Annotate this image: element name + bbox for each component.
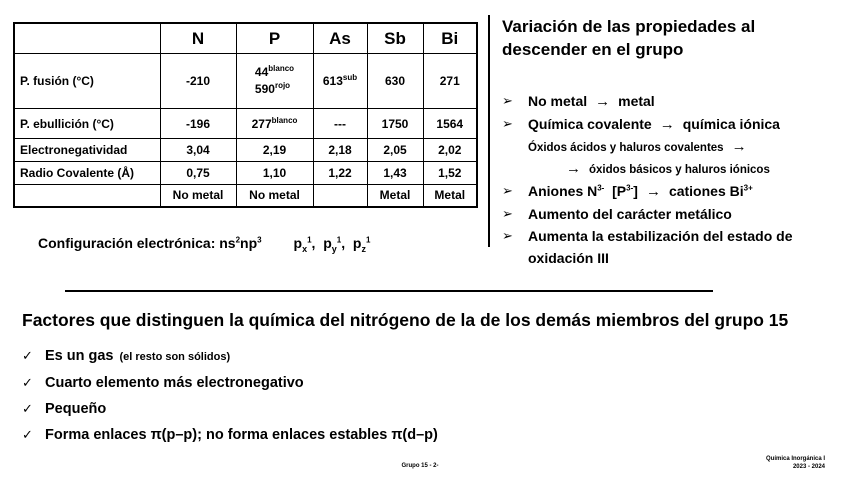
variation-list [502,90,842,269]
pz-sub: z [361,243,366,254]
cell-value: 44 [254,65,269,79]
item-note: (el resto son sólidos) [119,351,231,363]
comma: , [311,235,316,251]
arrow-bullet-icon: ➢ [502,183,513,198]
px-text: p [293,235,303,251]
right-arrow-icon: → [731,138,747,155]
cell-superscript: blanco [271,115,298,125]
table-cell: 271 [423,54,477,109]
nitrogen-factors-list [22,343,438,448]
table-cell: --- [313,109,367,139]
row-melting-point [14,54,477,109]
item-text: Aumenta la estabilización del estado de [528,228,793,244]
footer-course-label [740,455,825,471]
table-cell [313,185,367,207]
cell-superscript: sub [342,73,358,82]
item-text: cationes Bi [668,183,744,199]
arrow-bullet-icon: ➢ [502,228,513,243]
table-cell: 1564 [423,109,477,139]
title-line: Variación de las propiedades al [502,17,756,36]
px-sup: 1 [307,235,312,245]
table-cell: 2,19 [236,139,313,162]
list-item [22,396,438,422]
item-text: [P [612,183,627,199]
horizontal-divider [65,290,713,292]
table-cell: Metal [367,185,423,207]
footer-line: 2023 - 2024 [792,464,825,470]
arrow-bullet-icon: ➢ [502,116,513,131]
table-cell: 3,04 [160,139,236,162]
pz-text: p [352,235,362,251]
list-item [502,203,842,225]
item-text: óxidos básicos y haluros iónicos [589,164,770,176]
py-sup: 1 [336,235,342,245]
arrow-bullet-icon: ➢ [502,93,513,108]
ns-sup: 2 [235,235,241,245]
table-cell: 1,52 [423,162,477,185]
table-cell: 1750 [367,109,423,139]
table-cell: 0,75 [160,162,236,185]
footer-page-label: Grupo 15 - 2- [401,463,439,469]
item-text: oxidación III [528,250,609,266]
table-cell: -210 [160,54,236,109]
pz-sup: 1 [365,235,371,245]
list-item [502,225,842,269]
charge-sup: 3- [626,183,634,193]
comma: , [341,235,346,251]
row-metallic-character [14,185,477,207]
row-label: Electronegatividad [14,139,160,162]
ns-text: ns [219,235,236,251]
table-cell: 1,10 [236,162,313,185]
item-text: Química covalente [528,116,652,132]
item-text: No metal [528,93,588,109]
footer-line: Química Inorgánica I [765,456,825,462]
nitrogen-factors-title: Factores que distinguen la química del nitrógeno de la de los demás miembros del grupo 15 [22,310,789,330]
item-text: ] [633,183,638,199]
py-text: p [323,235,332,251]
table-cell: 1,22 [313,162,367,185]
arrow-bullet-icon: ➢ [502,206,513,221]
table-cell: -196 [160,109,236,139]
cell-superscript: rojo [274,81,291,90]
table-cell: No metal [160,185,236,207]
item-text: Aniones N [528,183,598,199]
table-cell: 2,05 [367,139,423,162]
header-cell-bi: Bi [423,23,477,54]
check-icon: ✓ [22,427,33,442]
header-cell-sb: Sb [367,23,423,54]
table-cell [313,54,367,109]
header-cell-p: P [236,23,313,54]
right-arrow-icon: → [659,116,675,133]
list-item [502,180,842,203]
right-arrow-icon: → [595,93,611,110]
row-label: P. fusión (°C) [14,54,160,109]
orbitals [293,235,371,254]
table-header-row [14,23,477,54]
list-item [502,90,842,113]
cell-value: 590 [254,82,275,96]
header-cell-as: As [313,23,367,54]
row-label: P. ebullición (°C) [14,109,160,139]
right-arrow-icon: → [566,160,581,177]
table-cell: No metal [236,185,313,207]
item-text: Es un gas [45,348,114,364]
cell-value: 277 [251,116,272,131]
header-cell-n: N [160,23,236,54]
np-text: np [240,235,258,251]
electron-configuration [38,235,371,254]
item-text: Pequeño [45,401,107,417]
check-icon: ✓ [22,348,33,363]
cell-superscript: blanco [268,64,295,73]
table-cell: 630 [367,54,423,109]
row-boiling-point [14,109,477,139]
row-covalent-radius [14,162,477,185]
item-text: Óxidos ácidos y haluros covalentes [528,142,724,154]
sub-item [502,159,842,180]
properties-variation-title [502,15,842,61]
charge-sup: 3- [597,183,605,193]
header-cell [14,23,160,54]
table-cell [236,109,313,139]
item-text: Forma enlaces π(p–p); no forma enlaces estables π(d–p) [45,427,438,443]
list-item [22,422,438,448]
table-cell: 2,18 [313,139,367,162]
item-text: Cuarto elemento más electronegativo [45,375,304,391]
check-icon: ✓ [22,401,33,416]
list-item [22,343,438,370]
table-cell: 2,02 [423,139,477,162]
row-label [14,185,160,207]
list-item [502,113,842,136]
item-text: metal [618,93,655,109]
table-cell [236,54,313,109]
py-sub: y [331,243,337,254]
right-arrow-icon: → [645,183,661,200]
row-label: Radio Covalente (Å) [14,162,160,185]
config-formula [219,235,261,251]
px-sub: x [302,243,308,254]
list-item [22,370,438,396]
row-electronegativity [14,139,477,162]
check-icon: ✓ [22,375,33,390]
sub-item [502,136,842,159]
cell-value: 613 [322,74,343,88]
np-sup: 3 [257,235,262,245]
item-text: Aumento del carácter metálico [528,206,732,222]
item-text: química iónica [682,116,780,132]
charge-sup: 3+ [743,183,753,193]
vertical-divider [488,15,490,247]
title-line: descender en el grupo [502,40,684,59]
table-cell: Metal [423,185,477,207]
properties-table [13,22,478,208]
config-label: Configuración electrónica: [38,235,216,251]
table-cell: 1,43 [367,162,423,185]
